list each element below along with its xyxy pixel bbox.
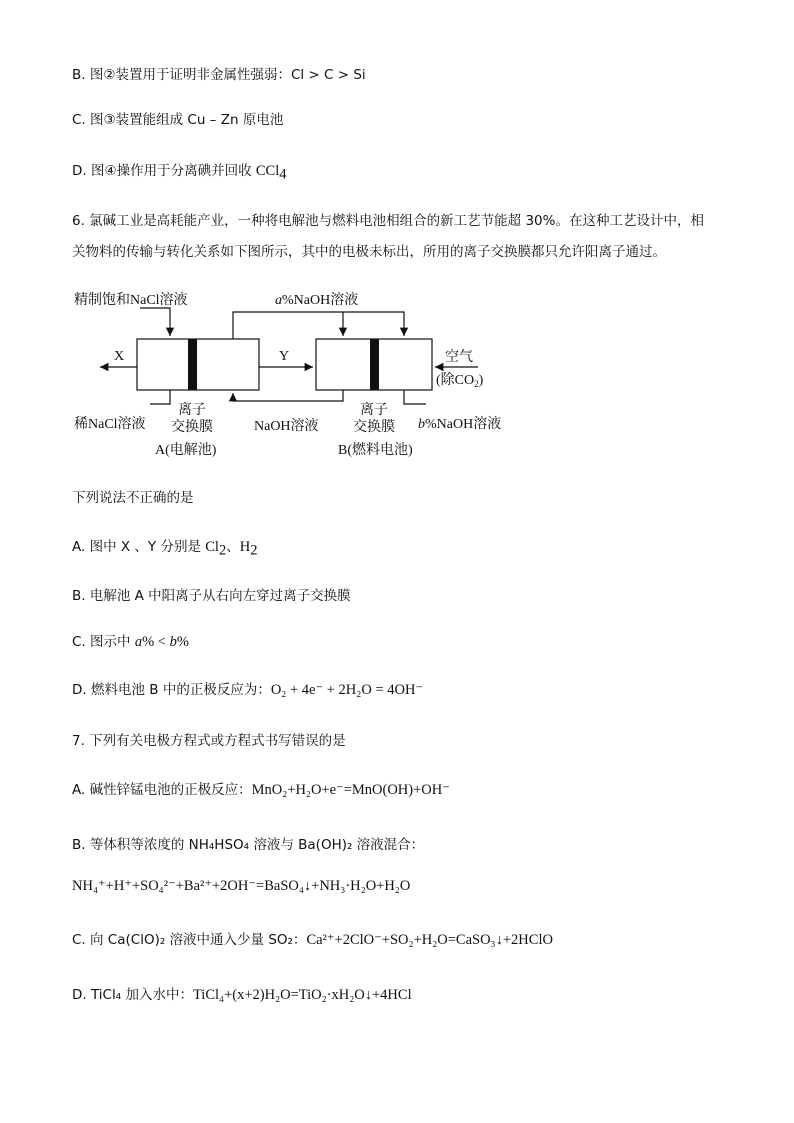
q6-stem-line1: 6. 氯碱工业是高耗能产业，一种将电解池与燃料电池相组合的新工艺节能超 30%。在这种工艺设计中，相 [72, 213, 704, 229]
membrane-b [370, 339, 379, 390]
electrolysis-fuel-cell-diagram [70, 288, 520, 460]
y-label: Y [279, 349, 290, 364]
q5-option-d: D. 图④操作用于分离碘并回收 CCl$_4$ [72, 163, 287, 183]
q5-option-b: B. 图②装置用于证明非金属性强弱：Cl > C > Si [72, 67, 366, 83]
q7-option-d: D. TiCl₄ 加入水中：TiCl₄+(x+2)H₂O=TiO₂·xH₂O↓+4HCl [72, 987, 412, 1003]
q6-question: 下列说法不正确的是 [72, 490, 194, 506]
top-naoh-label: a%NaOH溶液 [275, 293, 359, 308]
air-label: 空气 [445, 350, 473, 365]
dilute-nacl-label: 稀NaCl溶液 [74, 417, 146, 432]
feed-label: 精制饱和NaCl溶液 [74, 293, 188, 308]
q7-option-c: C. 向 Ca(ClO)₂ 溶液中通入少量 SO₂：Ca²⁺+2ClO⁻+SO₂+H₂O=CaSO₃↓+2HClO [72, 932, 553, 948]
q6-option-d: D. 燃料电池 B 中的正极反应为：O₂ + 4e⁻ + 2H₂O = 4OH⁻ [72, 682, 424, 698]
q6-option-c: C. 图示中 a% < b% [72, 634, 189, 650]
air-condition-label: (除$CO_2$) [436, 373, 484, 389]
q7-option-b: B. 等体积等浓度的 NH₄HSO₄ 溶液与 Ba(OH)₂ 溶液混合： [72, 837, 425, 853]
membrane-a-label-2: 交换膜 [171, 420, 213, 435]
q7-stem: 7. 下列有关电极方程式或方程式书写错误的是 [72, 733, 346, 749]
q5-option-c: C. 图③装置能组成 Cu – Zn 原电池 [72, 112, 284, 128]
output-naoh-label: b%NaOH溶液 [418, 417, 502, 432]
q7-option-b-equation: NH₄⁺+H⁺+SO₄²⁻+Ba²⁺+2OH⁻=BaSO₄↓+NH₃·H₂O+H₂O [72, 878, 411, 894]
q6-option-b: B. 电解池 A 中阳离子从右向左穿过离子交换膜 [72, 588, 351, 604]
cell-b-caption: B(燃料电池) [338, 443, 413, 458]
q6-option-a: A. 图中 X 、Y 分别是 $Cl_2$、$H_2$ [72, 539, 258, 559]
membrane-a [188, 339, 197, 390]
naoh-return-label: NaOH溶液 [254, 419, 319, 434]
cell-a-caption: A(电解池) [155, 443, 217, 458]
membrane-b-label-2: 交换膜 [353, 420, 395, 435]
membrane-b-label-1: 离子 [360, 403, 388, 418]
q7-option-a: A. 碱性锌锰电池的正极反应：MnO₂+H₂O+e⁻=MnO(OH)+OH⁻ [72, 782, 450, 798]
x-label: X [114, 349, 125, 364]
q6-stem-line2: 关物料的传输与转化关系如下图所示，其中的电极未标出，所用的离子交换膜都只允许阳离子通过。 [72, 244, 666, 260]
membrane-a-label-1: 离子 [178, 403, 206, 418]
cell-a-box [137, 339, 259, 390]
